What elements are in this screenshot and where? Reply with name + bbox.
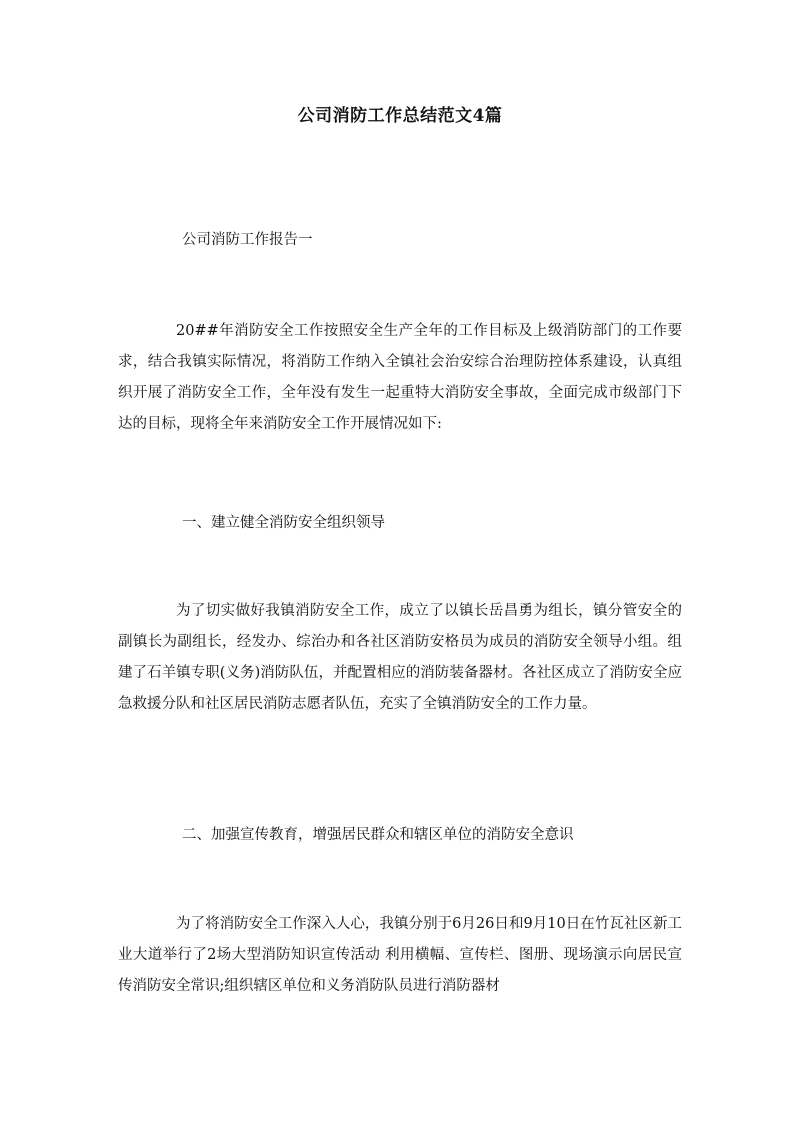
section1-paragraph: 为了切实做好我镇消防安全工作，成立了以镇长岳昌勇为组长，镇分管安全的副镇长为副组长，经发办、综治办和各社区消防安格员为成员的消防安全领导小组。组建了石羊镇专职(义务)消防队伍，并配置相应的消防装备器材。各社区成立了消防安全应急救援分队和社区居民消防志愿者队伍，充实了全镇消防安全的工作力量。 bbox=[118, 603, 682, 712]
intro-paragraph: 20##年消防安全工作按照安全生产全年的工作目标及上级消防部门的工作要求，结合我镇实际情况，将消防工作纳入全镇社会治安综合治理防控体系建设，认真组织开展了消防安全工作，全年没有发生一起重特大消防安全事故，全面完成市级部门下达的目标，现将全年来消防安全工作开展情况如下: bbox=[118, 323, 682, 432]
section2-paragraph: 为了将消防安全工作深入人心，我镇分别于6月26日和9月10日在竹瓦社区新工业大道举行了2场大型消防知识宣传活动 利用横幅、宣传栏、图册、现场演示向居民宣传消防安全常识;组织辖区单位和义务消防队员进行消防器材 bbox=[118, 916, 682, 994]
document-title: 公司消防工作总结范文4篇 bbox=[297, 106, 503, 126]
report-heading: 公司消防工作报告一 bbox=[182, 232, 313, 248]
section1-heading: 一、建立健全消防安全组织领导 bbox=[182, 515, 385, 531]
section2-heading: 二、加强宣传教育，增强居民群众和辖区单位的消防安全意识 bbox=[182, 827, 574, 843]
